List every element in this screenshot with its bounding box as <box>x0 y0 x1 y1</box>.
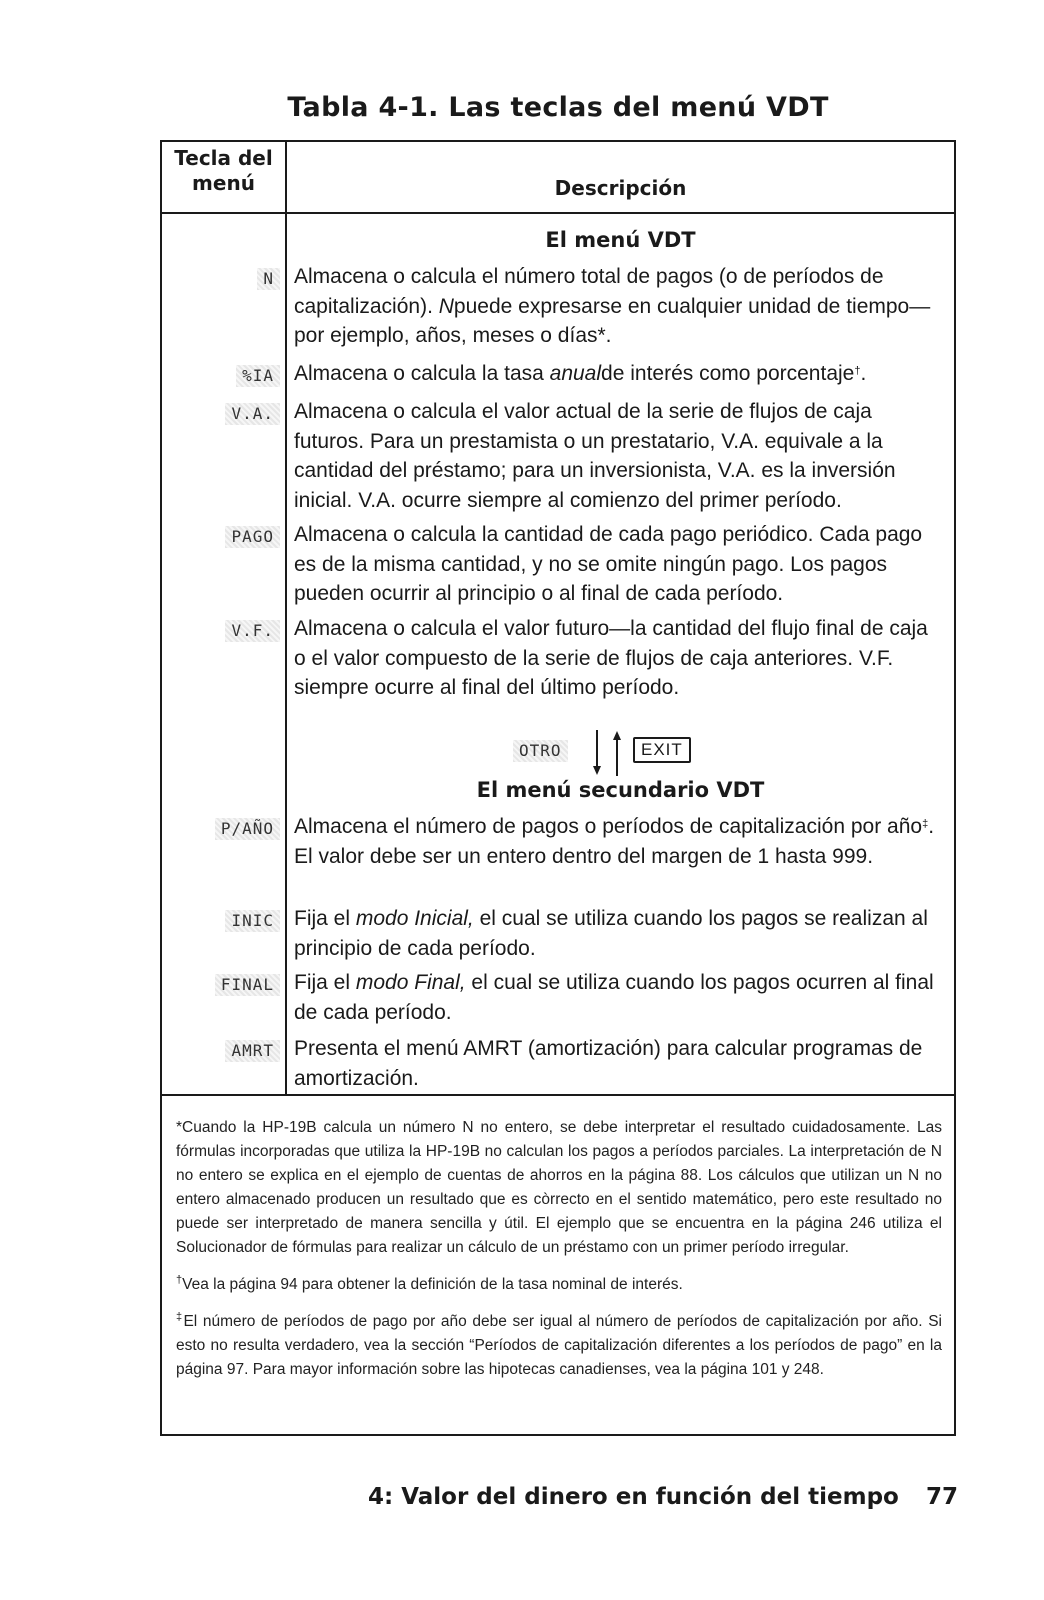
column-divider <box>285 142 287 1094</box>
menu-keys-table <box>160 140 956 1096</box>
header-divider <box>162 212 954 214</box>
section-heading-main: El menú VDT <box>545 228 696 252</box>
description-n: Almacena o calcula el número total de pagos (o de períodos de capitalización). Npuede expresarse en cualquier unidad de tiempo—por ejemplo, años, meses o días*. <box>294 265 931 347</box>
menu-key-inic: INIC <box>225 910 280 932</box>
menu-key-final: FINAL <box>215 974 280 996</box>
footnote-3: ‡El número de períodos de pago por año debe ser igual al número de períodos de capitalización por año. Si esto no resulta verdadero, vea la sección “Períodos de capitalización diferentes a los períodos de pago” en la página 97. Para mayor información sobre las hipotecas canadienses, vea la página 101 y 248. <box>176 1311 942 1378</box>
description-va: Almacena o calcula el valor actual de la serie de flujos de caja futuros. Para un prestamista o un prestatario, V.A. equivale a la cantidad del préstamo; para un inversionista, V.A. es la inversión inicial. V.A. ocurre siempre al comienzo del primer período. <box>294 400 896 512</box>
page-number: 77 <box>926 1484 959 1510</box>
description-vf: Almacena o calcula el valor futuro—la cantidad del flujo final de caja o el valor compuesto de la serie de flujos de caja anteriores. V.F. siempre ocurre al final del último período. <box>294 617 928 699</box>
footnote-2: †Vea la página 94 para obtener la definición de la tasa nominal de interés. <box>176 1274 683 1293</box>
column-header-description: Descripción <box>554 176 687 200</box>
menu-key-va: V.A. <box>225 403 280 425</box>
description-final: Fija el modo Final, el cual se utiliza cuando los pagos ocurren al final de cada período. <box>294 971 934 1024</box>
exit-key: EXIT <box>633 737 691 763</box>
menu-key-n: N <box>257 268 280 290</box>
menu-key-vf: V.F. <box>225 620 280 642</box>
menu-key-pago: PAGO <box>225 526 280 548</box>
up-down-arrows-icon <box>587 728 627 778</box>
menu-navigation-row <box>287 728 954 778</box>
otro-key: OTRO <box>513 740 568 762</box>
footnote-1: *Cuando la HP-19B calcula un número N no entero, se debe interpretar el resultado cuidadosamente. Las fórmulas incorporadas que utiliza la HP-19B no calculan los pagos a períodos parciales. La interpretación de N no entero se explica en el ejemplo de cuentas de ahorros en la página 88. Los cálculos que utilizan un N no entero almacenado producen un resultado que es còrrecto en el sentido matemático, pero este resultado no puede ser interpretado de manera sencilla y útil. El ejemplo que se encuentra en la página 246 utiliza el Solucionador de fórmulas para realizar un cálculo de un préstamo con un primer período irregular. <box>176 1119 942 1256</box>
description-amrt: Presenta el menú AMRT (amortización) para calcular programas de amortización. <box>294 1037 923 1090</box>
footnotes-box <box>160 1096 956 1436</box>
description-p-ano: Almacena el número de pagos o períodos de capitalización por año‡. El valor debe ser un entero dentro del margen de 1 hasta 999. <box>294 815 935 868</box>
table-title: Tabla 4-1. Las teclas del menú VDT <box>287 92 829 123</box>
description-pago: Almacena o calcula la cantidad de cada pago periódico. Cada pago es de la misma cantidad, y no se omite ningún pago. Los pagos pueden ocurrir al principio o al final de cada período. <box>294 523 923 605</box>
chapter-footer: 4: Valor del dinero en función del tiempo <box>368 1484 899 1510</box>
menu-key-ia: %IA <box>236 365 280 387</box>
menu-key-p-ano: P/AÑO <box>215 818 280 840</box>
description-inic: Fija el modo Inicial, el cual se utiliza cuando los pagos se realizan al principio de cada período. <box>294 907 928 960</box>
column-header-key: Tecla del menú <box>174 146 273 195</box>
menu-key-amrt: AMRT <box>225 1040 280 1062</box>
section-heading-secondary: El menú secundario VDT <box>476 778 765 802</box>
description-ia: Almacena o calcula la tasa anualde interés como porcentaje†. <box>294 362 867 385</box>
